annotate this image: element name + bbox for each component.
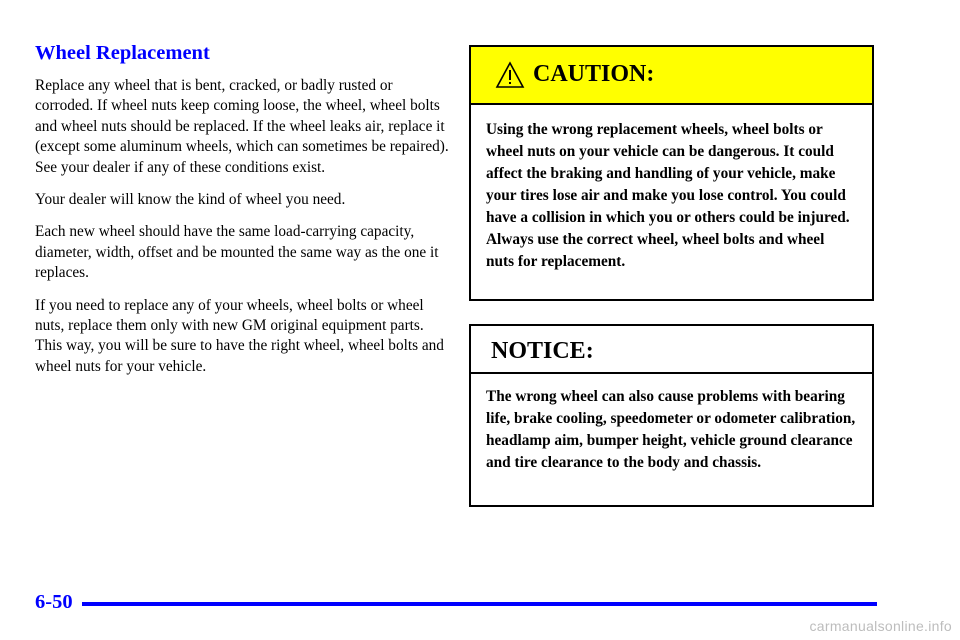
caution-header — [471, 47, 872, 105]
notice-label: NOTICE: — [491, 338, 594, 364]
caution-text: Using the wrong replacement wheels, wheel bolts or wheel nuts on your vehicle can be dangerous. It could affect the braking and handling of your vehicle, make your tires lose air and make you lose control. You could have a collision in which you or others could be injured. Always use the correct wheel, wheel bolts and wheel nuts for replacement. — [486, 121, 850, 270]
paragraph: Your dealer will know the kind of wheel you need. — [35, 191, 346, 209]
paragraph: If you need to replace any of your wheels, wheel bolts or wheel nuts, replace them only with new GM original equipment parts. This way, you will be sure to have the right wheel, wheel bolts and wheel nuts for your vehicle. — [35, 296, 444, 375]
caution-label: CAUTION: — [533, 61, 655, 87]
watermark: carmanualsonline.info — [809, 618, 952, 634]
footer-rule — [82, 602, 877, 606]
paragraph: Each new wheel should have the same load-carrying capacity, diameter, width, offset and be mounted the same way as the one it replaces. — [35, 223, 439, 282]
body-text — [35, 76, 450, 389]
page-number: 6-50 — [35, 591, 73, 613]
warning-triangle-icon — [495, 61, 525, 89]
notice-box — [469, 324, 874, 507]
notice-text: The wrong wheel can also cause problems with bearing life, brake cooling, speedometer or odometer calibration, headlamp aim, bumper height, vehicle ground clearance and tire clearance to the body and chassis. — [486, 388, 856, 471]
caution-box — [469, 45, 874, 301]
section-title: Wheel Replacement — [35, 42, 210, 64]
notice-header — [471, 326, 872, 374]
paragraph: Replace any wheel that is bent, cracked, or badly rusted or corroded. If wheel nuts keep coming loose, the wheel, wheel bolts and wheel nuts should be replaced. If the wheel leaks air, replace it (except some aluminum wheels, which can sometimes be repaired). See your dealer if any of these conditions exist. — [35, 77, 449, 176]
